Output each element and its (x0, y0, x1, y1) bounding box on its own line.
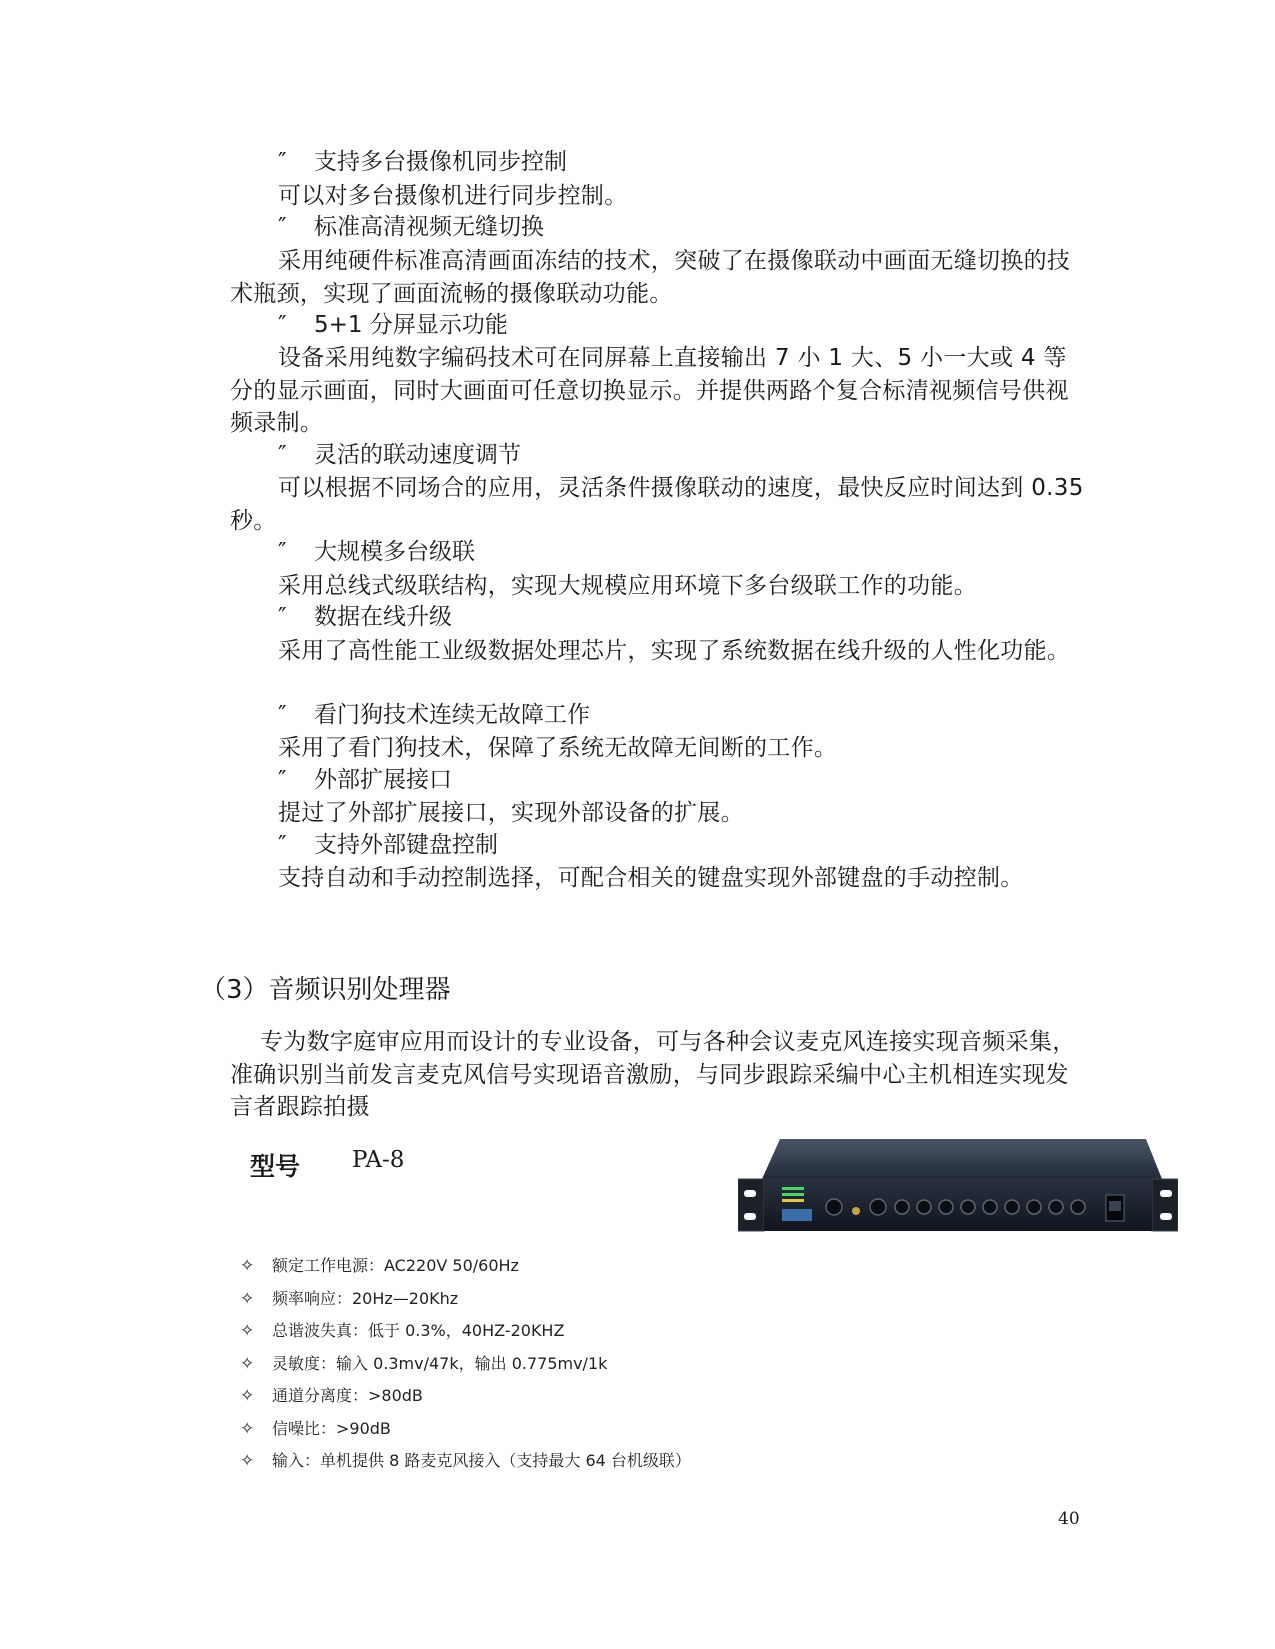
feature-title: 标准高清视频无缝切换 (314, 214, 544, 240)
feature-title: 5+1 分屏显示功能 (314, 312, 508, 338)
feature-description: 采用总线式级联结构，实现大规模应用环境下多台级联工作的功能。 (278, 573, 977, 599)
diamond-bullet-icon: ✧ (240, 1353, 255, 1374)
model-label: 型号 (250, 1152, 301, 1181)
feature-mark: ″ (278, 604, 287, 630)
spec-text: 频率响应：20Hz—20Khz (272, 1288, 459, 1308)
feature-mark: ″ (278, 539, 287, 565)
feature-description: 支持自动和手动控制选择，可配合相关的键盘实现外部键盘的手动控制。 (278, 865, 1024, 891)
feature-heading (278, 212, 544, 242)
feature-heading (278, 765, 452, 795)
feature-description: 采用纯硬件标准高清画面冻结的技术，突破了在摄像联动中画面无缝切换的技术瓶颈，实现了画面流畅的摄像联动功能。 (230, 248, 1071, 307)
spec-text: 输入：单机提供 8 路麦克风接入（支持最大 64 台机级联） (272, 1451, 691, 1470)
feature-title: 看门狗技术连续无故障工作 (314, 702, 590, 728)
diamond-bullet-icon: ✧ (240, 1386, 255, 1406)
spec-item (240, 1250, 691, 1283)
spec-text: 总谐波失真：低于 0.3%，40HZ-20KHZ (272, 1321, 565, 1340)
feature-heading (278, 310, 508, 340)
spec-item (240, 1283, 691, 1316)
feature-heading (278, 440, 521, 470)
feature-title: 支持多台摄像机同步控制 (314, 149, 567, 175)
diamond-bullet-icon: ✧ (240, 1288, 255, 1309)
feature-description: 采用了高性能工业级数据处理芯片，实现了系统数据在线升级的人性化功能。 (278, 638, 1071, 664)
section-title: （3）音频识别处理器 (200, 975, 451, 1005)
spec-text: 额定工作电源：AC220V 50/60Hz (272, 1256, 519, 1275)
feature-title: 外部扩展接口 (314, 767, 452, 793)
feature-mark: ″ (278, 214, 287, 240)
diamond-bullet-icon: ✧ (240, 1256, 255, 1276)
feature-heading (278, 147, 567, 177)
spec-item (240, 1348, 691, 1381)
spec-item (240, 1380, 691, 1413)
spec-text: 通道分离度：>80dB (272, 1386, 423, 1405)
feature-title: 支持外部键盘控制 (314, 832, 498, 858)
feature-heading (278, 700, 590, 730)
feature-description: 提过了外部扩展接口，实现外部设备的扩展。 (278, 800, 744, 826)
spec-list (240, 1250, 691, 1478)
feature-mark: ″ (278, 832, 287, 858)
spec-text: 信噪比：>90dB (272, 1418, 391, 1438)
spec-item (240, 1413, 691, 1446)
feature-title: 灵活的联动速度调节 (314, 442, 521, 468)
model-value: PA-8 (352, 1147, 405, 1173)
page-number: 40 (1058, 1509, 1080, 1529)
feature-description: 可以对多台摄像机进行同步控制。 (278, 183, 628, 209)
diamond-bullet-icon: ✧ (240, 1418, 255, 1439)
spec-item (240, 1315, 691, 1348)
spec-text: 灵敏度：输入 0.3mv/47k，输出 0.775mv/1k (272, 1353, 608, 1373)
diamond-bullet-icon: ✧ (240, 1451, 255, 1471)
spec-item (240, 1445, 691, 1478)
section-intro: 专为数字庭审应用而设计的专业设备，可与各种会议麦克风连接实现音频采集，准确识别当前发言麦克风信号实现语音激励，与同步跟踪采编中心主机相连实现发言者跟踪拍摄 (230, 1029, 1076, 1120)
feature-title: 大规模多台级联 (314, 539, 475, 565)
feature-mark: ″ (278, 702, 287, 728)
feature-heading (278, 830, 498, 860)
feature-mark: ″ (278, 312, 287, 338)
feature-heading (278, 602, 452, 632)
rack-audio-processor-icon (738, 1135, 1178, 1239)
feature-heading (278, 537, 475, 567)
feature-description: 采用了看门狗技术，保障了系统无故障无间断的工作。 (278, 735, 838, 761)
feature-mark: ″ (278, 767, 287, 793)
feature-mark: ″ (278, 442, 287, 468)
feature-title: 数据在线升级 (314, 604, 452, 630)
feature-description: 可以根据不同场合的应用，灵活条件摄像联动的速度，最快反应时间达到 0.35 秒。 (230, 475, 1084, 534)
diamond-bullet-icon: ✧ (240, 1321, 255, 1341)
feature-description: 设备采用纯数字编码技术可在同屏幕上直接输出 7 小 1 大、5 小一大或 4 等分的显示画面，同时大画面可任意切换显示。并提供两路个复合标清视频信号供视频录制。 (230, 345, 1069, 436)
feature-mark: ″ (278, 149, 287, 175)
